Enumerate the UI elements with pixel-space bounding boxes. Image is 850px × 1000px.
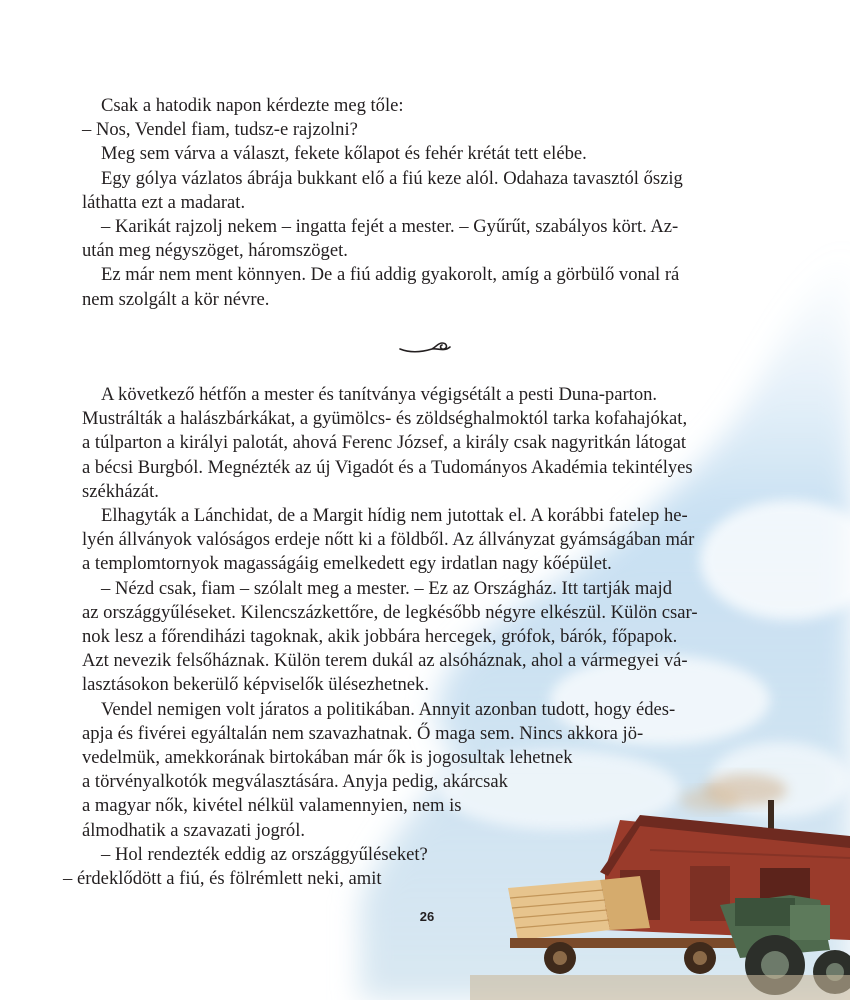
text-line: a magyar nők, kivétel nélkül valamennyien, nem is xyxy=(82,795,462,817)
text-line: a törvényalkotók megválasztására. Anyja pedig, akárcsak xyxy=(82,771,508,793)
text-line: Vendel nemigen volt járatos a politikában. Annyit azonban tudott, hogy édes- xyxy=(101,698,676,720)
paragraph xyxy=(82,577,768,698)
paragraph xyxy=(82,215,768,263)
page-number: 26 xyxy=(419,909,435,924)
text-line: a bécsi Burgból. Megnézték az új Vigadót és a Tudományos Akadémia tekintélyes xyxy=(82,456,693,478)
text-line: lasztásokon bekerülő képviselők ülésezhetnek. xyxy=(82,674,429,696)
text-line: álmodhatik a szavazati jogról. xyxy=(82,819,306,841)
text-line: A következő hétfőn a mester és tanítványa végigsétált a pesti Duna-parton. xyxy=(101,384,658,405)
text-line: apja és fivérei egyáltalán nem szavazhatnak. Ő maga sem. Nincs akkora jö- xyxy=(82,722,644,744)
text-line: után meg négyszöget, háromszöget. xyxy=(82,240,348,262)
text-line: láthatta ezt a madarat. xyxy=(82,191,246,213)
paragraph xyxy=(82,504,768,577)
paragraph xyxy=(82,383,768,504)
text-line: a túlparton a királyi palotát, ahová Ferenc József, a király csak nagyritkán látogat xyxy=(82,432,687,454)
text-line: Egy gólya vázlatos ábrája bukkant elő a fiú keze alól. Odahaza tavasztól őszig xyxy=(101,167,683,189)
text-line: nok lesz a főrendiházi tagoknak, akik jobbára hercegek, grófok, bárók, főpapok. xyxy=(82,626,678,648)
text-line: az országgyűléseket. Kilencszázkettőre, de legkésőbb négyre elkészül. Külön csar- xyxy=(82,601,698,623)
paragraph xyxy=(82,167,768,215)
section-divider-ornament-icon xyxy=(398,335,454,357)
paragraph xyxy=(82,698,768,843)
paragraph xyxy=(63,843,768,891)
text-line: – érdeklődött a fiú, és fölrémlett neki, amit xyxy=(63,868,382,890)
text-section-2 xyxy=(63,383,768,891)
paragraph xyxy=(82,142,768,166)
text-line: Mustrálták a halászbárkákat, a gyümölcs- és zöldséghalmoktól tarka kofahajókat, xyxy=(82,408,688,430)
text-line: székházát. xyxy=(82,480,159,502)
text-line: nem szolgált a kör névre. xyxy=(82,288,270,310)
text-line: Meg sem várva a választ, fekete kőlapot és fehér krétát tett elébe. xyxy=(101,143,587,165)
text-line: Csak a hatodik napon kérdezte meg tőle: xyxy=(101,95,404,116)
text-line: – Karikát rajzolj nekem – ingatta fejét a mester. – Gyűrűt, szabályos kört. Az- xyxy=(101,216,679,238)
text-line: – Nos, Vendel fiam, tudsz-e rajzolni? xyxy=(82,119,358,141)
paragraph xyxy=(82,263,768,311)
paragraph xyxy=(82,94,768,118)
text-line: – Nézd csak, fiam – szólalt meg a mester. – Ez az Országház. Itt tartják majd xyxy=(101,577,673,599)
text-line: Ez már nem ment könnyen. De a fiú addig gyakorolt, amíg a görbülő vonal rá xyxy=(101,264,680,286)
text-line: a templomtornyok magasságáig emelkedett egy irdatlan nagy kőépület. xyxy=(82,553,612,575)
text-line: vedelmük, amekkorának birtokában már ők is jogosultak lehetnek xyxy=(82,747,573,769)
ground xyxy=(470,975,850,1000)
text-section-1 xyxy=(82,94,768,312)
text-line: Azt nevezik felsőháznak. Külön terem dukál az alsóháznak, ahol a vármegyei vá- xyxy=(82,650,688,672)
text-line: Elhagyták a Lánchidat, de a Margit hídig nem jutottak el. A korábbi fatelep he- xyxy=(101,505,688,527)
text-line: lyén állványok valóságos erdeje nőtt ki a földből. Az állványzat gyámságában már xyxy=(82,529,695,551)
text-line: – Hol rendezték eddig az országgyűléseket? xyxy=(101,843,428,865)
dialog-line xyxy=(82,118,768,142)
